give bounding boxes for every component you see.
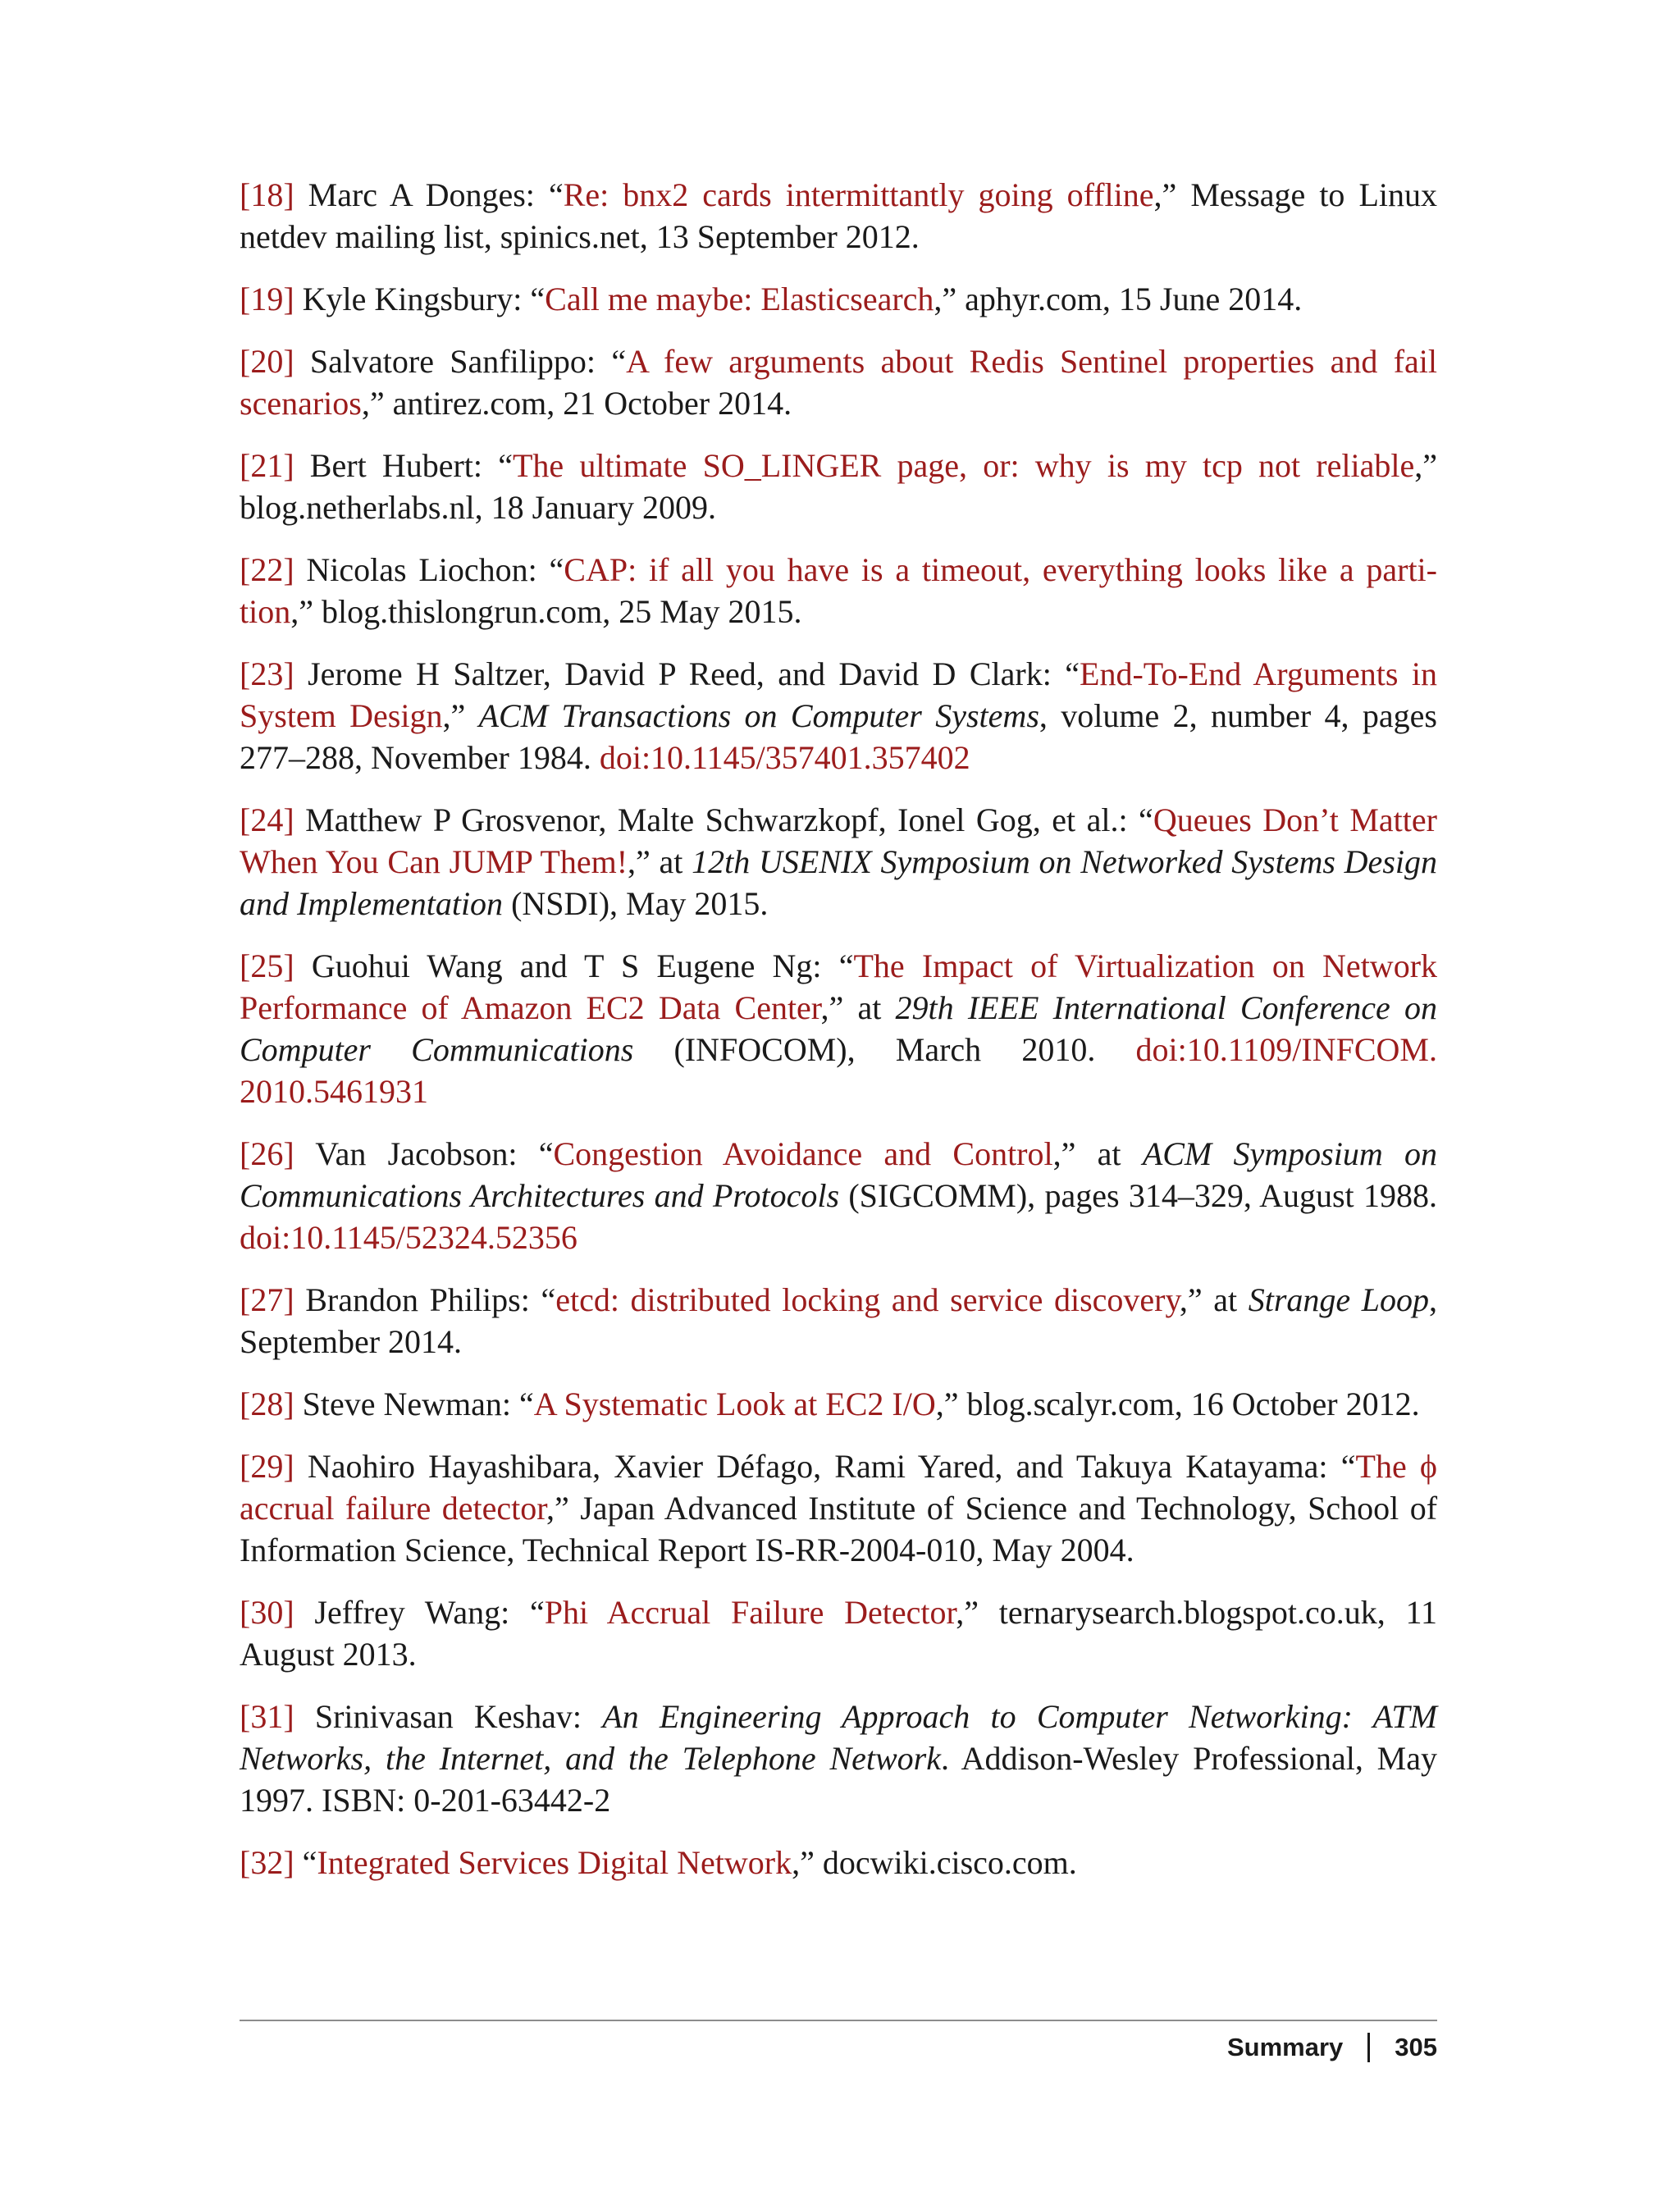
reference-number-link[interactable]: [19] [240,281,294,317]
reference-number-link[interactable]: [25] [240,947,294,984]
reference-number-link[interactable]: [32] [240,1844,294,1881]
reference-text: Kyle Kingsbury: “ [294,281,546,317]
reference-text: ,” aphyr.com, 15 June 2014. [934,281,1303,317]
reference-text: (NSDI), May 2015. [503,885,769,922]
footer-section-title: Summary [1226,2033,1344,2061]
reference-text: (SIGCOMM), pages 314–329, August 1988. [839,1177,1437,1214]
reference-entry [240,445,1437,528]
reference-text: ,” antirez.com, 21 October 2014. [361,385,792,422]
footer-rule [240,2020,1437,2021]
reference-number-link[interactable]: [22] [240,551,294,588]
footer-separator [1367,2033,1370,2062]
reference-text: ,” [442,697,479,734]
reference-text: ,” at [820,989,896,1026]
reference-text: ,” docwiki.cisco.com. [792,1844,1077,1881]
reference-title-link[interactable]: The Impact of Virtualization on Network Performance of Amazon EC2 Data Center [240,947,1438,1026]
reference-title-link[interactable]: A few arguments about Redis Sentinel properties and fail scenarios [240,343,1437,422]
reference-entry [240,1133,1437,1258]
reference-text: ,” Message to Linux netdev mailing list, spinics.net, 13 September 2012. [240,176,1438,255]
reference-text: ,” at [1179,1281,1249,1318]
reference-title-link[interactable]: Integrated Services Digital Network [317,1844,792,1881]
reference-number-link[interactable]: [31] [240,1698,294,1735]
reference-entry [240,1696,1437,1821]
reference-venue-text: Strange Loop [1248,1281,1429,1318]
reference-text: ,” Japan Advanced Institute of Science and Technology, School of Information Science, Technical Report IS-RR-2004-010, May 2004. [240,1490,1438,1568]
reference-text: Brandon Philips: “ [294,1281,556,1318]
reference-title-link[interactable]: etcd: distributed locking and service discovery [555,1281,1180,1318]
reference-entry [240,1591,1437,1675]
reference-text: (INFOCOM), March 2010. [633,1031,1136,1068]
reference-number-link[interactable]: [30] [240,1594,294,1631]
reference-title-link[interactable]: doi:10.1145/357401.357402 [599,739,970,776]
reference-number-link[interactable]: [24] [240,801,294,838]
reference-text: Nicolas Liochon: “ [294,551,564,588]
reference-title-link[interactable]: Phi Accrual Failure Detector [544,1594,956,1631]
reference-text: Srinivasan Keshav: [294,1698,603,1735]
reference-number-link[interactable]: [29] [240,1448,294,1485]
reference-venue-text: ACM Transactions on Computer Systems [478,697,1039,734]
reference-text: ,” ternarysearch.blogspot.co.uk, 11 August 2013. [240,1594,1437,1673]
reference-entry [240,1445,1437,1571]
reference-text: ,” at [628,843,692,880]
reference-entry [240,549,1437,632]
reference-text: Salvatore Sanfilippo: “ [294,343,627,380]
reference-text: , volume 2, number 4, pages 277–288, November 1984. [240,697,1437,776]
reference-title-link[interactable]: doi:10.1145/52324.52356 [240,1219,578,1256]
reference-text: . Addison-Wesley Professional, May 1997. ISBN: 0-201-63442-2 [240,1740,1438,1819]
reference-number-link[interactable]: [23] [240,655,294,692]
reference-text: ,” blog.scalyr.com, 16 October 2012. [935,1386,1420,1422]
reference-entry [240,1279,1437,1363]
reference-title-link[interactable]: The ultimate SO_LINGER page, or: why is my tcp not reliable [512,447,1415,484]
reference-text: Jerome H Saltzer, David P Reed, and David D Clark: “ [294,655,1080,692]
reference-text: Van Jacobson: “ [294,1135,554,1172]
reference-number-link[interactable]: [28] [240,1386,294,1422]
reference-entry [240,1842,1437,1883]
reference-title-link[interactable]: The ϕ accrual failure detector [240,1448,1437,1527]
reference-title-link[interactable]: Queues Don’t Matter When You Can JUMP Them! [240,801,1437,880]
reference-entry [240,174,1437,258]
reference-title-link[interactable]: Re: bnx2 cards intermittantly going offline [563,176,1154,213]
reference-number-link[interactable]: [27] [240,1281,294,1318]
reference-text: Naohiro Hayashibara, Xavier Défago, Rami Yared, and Takuya Katayama: “ [294,1448,1356,1485]
reference-list [240,174,1437,1904]
reference-title-link[interactable]: doi:10.1109/INFCOM.​2010.5461931 [240,1031,1437,1110]
reference-text: Steve Newman: “ [294,1386,534,1422]
reference-text: ,” at [1052,1135,1143,1172]
reference-number-link[interactable]: [20] [240,343,294,380]
reference-text: Jeffrey Wang: “ [294,1594,545,1631]
reference-entry [240,799,1437,924]
page-footer [1227,2031,1437,2064]
reference-text: , September 2014. [240,1281,1437,1360]
reference-title-link[interactable]: A Systematic Look at EC2 I/O [533,1386,936,1422]
reference-number-link[interactable]: [26] [240,1135,294,1172]
reference-venue-text: An Engineering Approach to Computer Networking: ATM Networks, the Internet, and the Telephone Network [240,1698,1437,1777]
reference-text: Marc A Donges: “ [294,176,564,213]
reference-text: Guohui Wang and T S Eugene Ng: “ [294,947,854,984]
reference-entry [240,945,1437,1112]
reference-venue-text: 12th USENIX Symposium on Networked Systems Design and Implementation [240,843,1437,922]
reference-text: ,” blog.netherlabs.nl, 18 January 2009. [240,447,1437,526]
reference-title-link[interactable]: CAP: if all you have is a timeout, everything looks like a partition [240,551,1437,630]
reference-entry [240,278,1437,320]
reference-entry [240,340,1437,424]
reference-text: Bert Hubert: “ [294,447,513,484]
reference-text: ,” blog.thislongrun.com, 25 May 2015. [290,593,802,630]
reference-title-link[interactable]: Congestion Avoidance and Control [553,1135,1053,1172]
reference-number-link[interactable]: [18] [240,176,294,213]
reference-venue-text: 29th IEEE International Conference on Computer Communications [240,989,1437,1068]
reference-text: “ [294,1844,317,1881]
reference-entry [240,653,1437,778]
reference-venue-text: ACM Symposium on Communications Architectures and Protocols [240,1135,1438,1214]
reference-title-link[interactable]: End-To-End Arguments in System Design [240,655,1437,734]
reference-title-link[interactable]: Call me maybe: Elasticsearch [545,281,934,317]
reference-entry [240,1383,1437,1425]
reference-text: Matthew P Grosvenor, Malte Schwarzkopf, Ionel Gog, et al.: “ [294,801,1153,838]
reference-number-link[interactable]: [21] [240,447,294,484]
page-number: 305 [1395,2033,1437,2061]
